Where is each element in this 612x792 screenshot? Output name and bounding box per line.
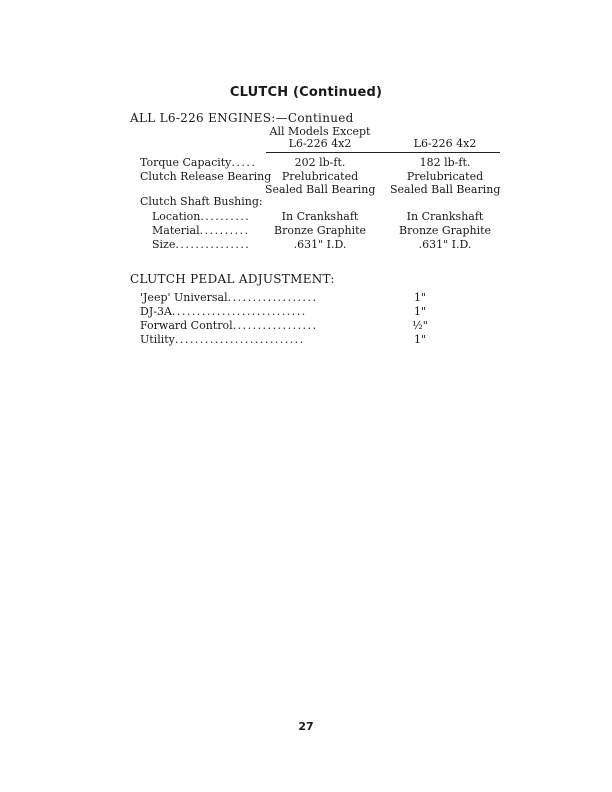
pedal-row-value-dj-3a: 1" bbox=[413, 305, 427, 318]
clutch-release-bearing-col2: Prelubricated Sealed Ball Bearing bbox=[390, 170, 501, 196]
column-header-l6-226: L6-226 4x2 bbox=[413, 137, 477, 150]
pedal-row-label-jeep-universal: 'Jeep' Universal.................. bbox=[140, 291, 318, 304]
section-heading-engines: ALL L6-226 ENGINES:—Continued bbox=[130, 111, 354, 125]
pedal-row-value-jeep-universal: 1" bbox=[413, 291, 427, 304]
row-label-location: Location.......... bbox=[152, 210, 251, 223]
section-heading-pedal-adjustment: CLUTCH PEDAL ADJUSTMENT: bbox=[130, 272, 335, 286]
pedal-row-label-forward-control: Forward Control................. bbox=[140, 319, 318, 332]
pedal-row-label-dj-3a: DJ-3A........................... bbox=[140, 305, 307, 318]
row-label-torque-capacity: Torque Capacity..... bbox=[140, 156, 257, 169]
size-col2: .631" I.D. bbox=[418, 238, 472, 251]
column-header-line-2: L6-226 4x2 bbox=[288, 137, 352, 150]
page-title: CLUTCH (Continued) bbox=[229, 85, 383, 100]
material-col2: Bronze Graphite bbox=[398, 224, 492, 237]
pedal-row-value-utility: 1" bbox=[413, 333, 427, 346]
column-header-line-1: All Models Except bbox=[269, 125, 371, 138]
page-number: 27 bbox=[298, 720, 314, 733]
material-col1: Bronze Graphite bbox=[273, 224, 367, 237]
row-label-clutch-shaft-bushing: Clutch Shaft Bushing: bbox=[140, 195, 263, 208]
torque-capacity-col1: 202 lb-ft. bbox=[294, 156, 346, 169]
clutch-release-bearing-col1: Prelubricated Sealed Ball Bearing bbox=[265, 170, 376, 196]
header-rule bbox=[266, 152, 500, 153]
row-label-clutch-release-bearing: Clutch Release Bearing bbox=[140, 170, 272, 183]
row-label-material: Material.......... bbox=[152, 224, 250, 237]
location-col2: In Crankshaft bbox=[406, 210, 484, 223]
pedal-row-value-forward-control: ½" bbox=[412, 319, 428, 332]
location-col1: In Crankshaft bbox=[281, 210, 359, 223]
size-col1: .631" I.D. bbox=[293, 238, 347, 251]
pedal-row-label-utility: Utility.......................... bbox=[140, 333, 305, 346]
row-label-size: Size............... bbox=[152, 238, 251, 251]
torque-capacity-col2: 182 lb-ft. bbox=[419, 156, 471, 169]
column-header-all-models bbox=[265, 126, 375, 150]
